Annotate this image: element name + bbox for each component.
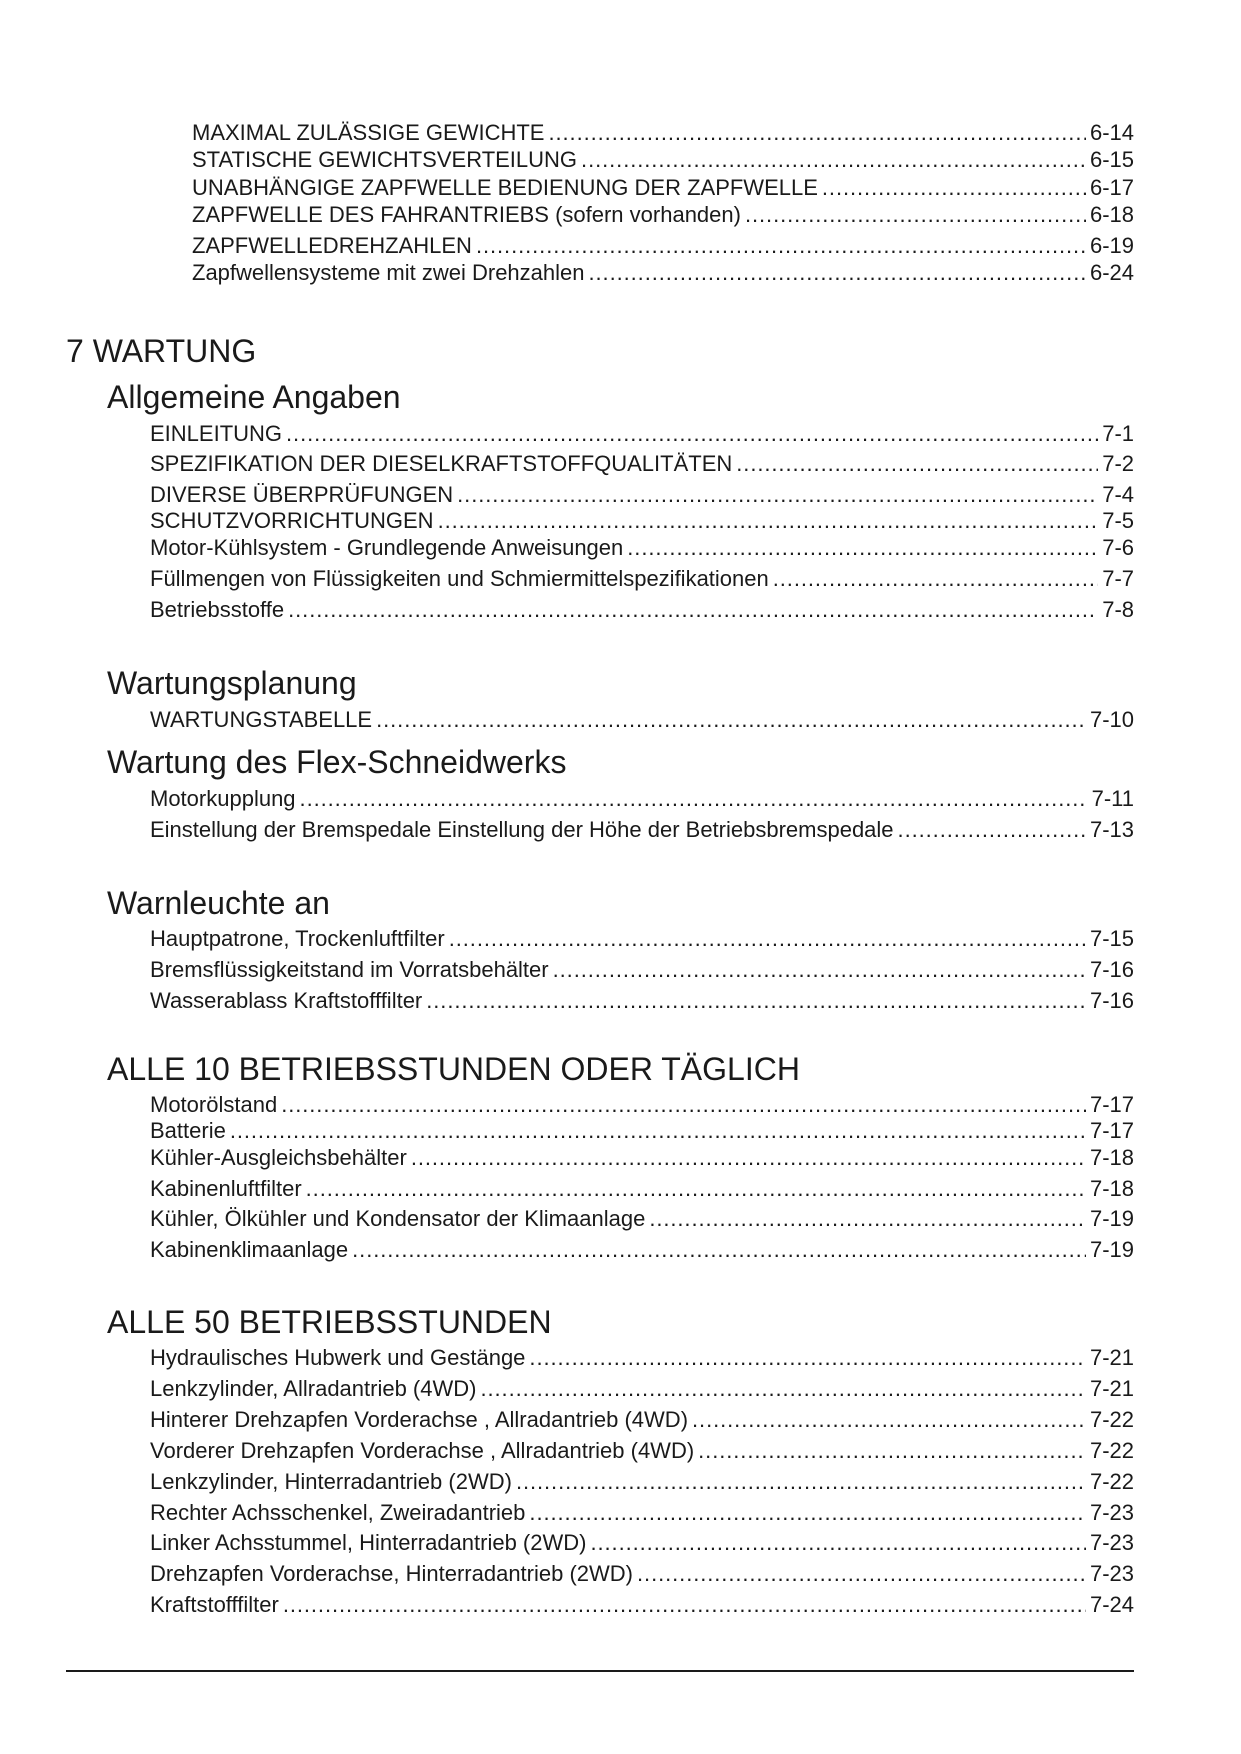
leader-dots xyxy=(281,1092,1086,1118)
leader-dots xyxy=(773,566,1098,592)
toc-entry-label: STATISCHE GEWICHTSVERTEILUNG xyxy=(192,147,578,172)
leader-dots xyxy=(516,1469,1086,1495)
toc-entry-page: 7-10 xyxy=(1089,707,1134,732)
toc-entry-label: Kabinenluftfilter xyxy=(150,1176,302,1201)
toc-entry-label: Drehzapfen Vorderachse, Hinterradantrieb (2WD) xyxy=(150,1561,634,1586)
toc-entry-label: Linker Achsstummel, Hinterradantrieb (2WD) xyxy=(150,1530,587,1555)
toc-entry-page: 7-23 xyxy=(1089,1500,1134,1525)
toc-entry-label: Batterie xyxy=(150,1118,226,1143)
leader-dots xyxy=(627,535,1098,561)
toc-entry-label: Einstellung der Bremspedale Einstellung der Höhe der Betriebsbremspedale xyxy=(150,817,894,842)
toc-entry-page: 7-8 xyxy=(1102,597,1134,622)
toc-entry[interactable] xyxy=(150,482,1134,508)
toc-entry-page: 6-14 xyxy=(1089,120,1134,145)
toc-entry[interactable] xyxy=(150,957,1134,983)
leader-dots xyxy=(529,1500,1086,1526)
toc-entry-page: 7-22 xyxy=(1089,1469,1134,1494)
toc-entry-page: 7-11 xyxy=(1091,786,1134,811)
leader-dots xyxy=(581,147,1086,173)
toc-entry-label: Hinterer Drehzapfen Vorderachse , Allradantrieb (4WD) xyxy=(150,1407,689,1432)
toc-entry[interactable] xyxy=(150,1500,1134,1526)
toc-entry-page: 7-16 xyxy=(1089,957,1134,982)
toc-entry-page: 7-17 xyxy=(1089,1118,1134,1143)
leader-dots xyxy=(306,1176,1086,1202)
toc-entry-label: Lenkzylinder, Allradantrieb (4WD) xyxy=(150,1376,477,1401)
toc-entry-label: Kühler, Ölkühler und Kondensator der Klimaanlage xyxy=(150,1206,646,1231)
leader-dots xyxy=(649,1206,1086,1232)
toc-entry[interactable] xyxy=(150,1237,1134,1263)
toc-entry-label: SCHUTZVORRICHTUNGEN xyxy=(150,508,434,533)
toc-entry-label: MAXIMAL ZULÄSSIGE GEWICHTE xyxy=(192,120,545,145)
toc-entry-page: 7-22 xyxy=(1089,1438,1134,1463)
toc-entry-label: Hydraulisches Hubwerk und Gestänge xyxy=(150,1345,526,1370)
toc-entry[interactable] xyxy=(150,508,1134,534)
toc-entry-page: 7-21 xyxy=(1089,1376,1134,1401)
toc-entry-label: EINLEITUNG xyxy=(150,421,283,446)
leader-dots xyxy=(637,1561,1086,1587)
toc-entry[interactable] xyxy=(192,202,1134,228)
section-title: ALLE 50 BETRIEBSSTUNDEN xyxy=(107,1304,552,1340)
footer-rule xyxy=(66,1670,1134,1672)
leader-dots xyxy=(736,451,1098,477)
toc-entry-label: Motorkupplung xyxy=(150,786,296,811)
leader-dots xyxy=(529,1345,1086,1371)
toc-entry-page: 7-19 xyxy=(1089,1237,1134,1262)
toc-entry[interactable] xyxy=(150,1561,1134,1587)
toc-entry-page: 7-6 xyxy=(1102,535,1134,560)
leader-dots xyxy=(480,1376,1085,1402)
toc-entry[interactable] xyxy=(192,233,1134,259)
toc-entry-page: 7-22 xyxy=(1089,1407,1134,1432)
toc-entry[interactable] xyxy=(150,1092,1134,1118)
toc-entry[interactable] xyxy=(150,1407,1134,1433)
toc-entry[interactable] xyxy=(150,1530,1134,1556)
toc-entry-label: SPEZIFIKATION DER DIESELKRAFTSTOFFQUALITÄTEN xyxy=(150,451,733,476)
toc-entry[interactable] xyxy=(150,817,1134,843)
leader-dots xyxy=(745,202,1086,228)
toc-entry[interactable] xyxy=(150,1438,1134,1464)
toc-entry-label: Wasserablass Kraftstofffilter xyxy=(150,988,423,1013)
toc-entry-label: Betriebsstoffe xyxy=(150,597,285,622)
toc-entry[interactable] xyxy=(192,260,1134,286)
leader-dots xyxy=(300,786,1088,812)
toc-entry[interactable] xyxy=(150,1345,1134,1371)
toc-entry[interactable] xyxy=(150,707,1134,733)
toc-entry-page: 7-16 xyxy=(1089,988,1134,1013)
toc-entry-page: 6-18 xyxy=(1089,202,1134,227)
leader-dots xyxy=(476,233,1086,259)
toc-entry-page: 7-18 xyxy=(1089,1176,1134,1201)
leader-dots xyxy=(457,482,1098,508)
toc-entry-page: 7-4 xyxy=(1102,482,1134,507)
leader-dots xyxy=(590,1530,1085,1556)
toc-entry[interactable] xyxy=(150,1592,1134,1618)
toc-entry[interactable] xyxy=(150,597,1134,623)
toc-entry-label: Vorderer Drehzapfen Vorderachse , Allradantrieb (4WD) xyxy=(150,1438,695,1463)
toc-entry-page: 7-17 xyxy=(1089,1092,1134,1117)
toc-entry-label: Füllmengen von Flüssigkeiten und Schmiermittelspezifikationen xyxy=(150,566,769,591)
toc-entry-label: Bremsflüssigkeitstand im Vorratsbehälter xyxy=(150,957,549,982)
toc-entry[interactable] xyxy=(150,988,1134,1014)
toc-entry-label: Hauptpatrone, Trockenluftfilter xyxy=(150,926,445,951)
toc-entry-page: 7-23 xyxy=(1089,1561,1134,1586)
toc-entry[interactable] xyxy=(150,1145,1134,1171)
leader-dots xyxy=(449,926,1086,952)
toc-entry-label: Kühler-Ausgleichsbehälter xyxy=(150,1145,407,1170)
leader-dots xyxy=(898,817,1086,843)
toc-entry-label: Rechter Achsschenkel, Zweiradantrieb xyxy=(150,1500,526,1525)
section-title: ALLE 10 BETRIEBSSTUNDEN ODER TÄGLICH xyxy=(107,1051,800,1087)
section-title: Wartung des Flex-Schneidwerks xyxy=(107,744,567,780)
leader-dots xyxy=(411,1145,1086,1171)
toc-entry[interactable] xyxy=(150,926,1134,952)
leader-dots xyxy=(692,1407,1086,1433)
leader-dots xyxy=(438,508,1099,534)
toc-entry-page: 7-18 xyxy=(1089,1145,1134,1170)
toc-entry[interactable] xyxy=(150,535,1134,561)
toc-entry-page: 6-19 xyxy=(1089,233,1134,258)
toc-entry-label: Lenkzylinder, Hinterradantrieb (2WD) xyxy=(150,1469,512,1494)
leader-dots xyxy=(286,421,1098,447)
toc-entry-label: ZAPFWELLE DES FAHRANTRIEBS (sofern vorhanden) xyxy=(192,202,741,227)
toc-entry-page: 7-13 xyxy=(1089,817,1134,842)
toc-entry[interactable] xyxy=(150,451,1134,477)
toc-entry-page: 7-24 xyxy=(1089,1592,1134,1617)
toc-entry[interactable] xyxy=(150,421,1134,447)
toc-entry-label: ZAPFWELLEDREHZAHLEN xyxy=(192,233,472,258)
toc-entry[interactable] xyxy=(150,1118,1134,1144)
toc-entry-page: 6-15 xyxy=(1089,147,1134,172)
toc-entry[interactable] xyxy=(192,147,1134,173)
toc-entry[interactable] xyxy=(150,1176,1134,1202)
leader-dots xyxy=(376,707,1086,733)
toc-entry-page: 7-7 xyxy=(1102,566,1134,591)
toc-entry-label: Zapfwellensysteme mit zwei Drehzahlen xyxy=(192,260,585,285)
section-title: Warnleuchte an xyxy=(107,885,330,921)
toc-entry[interactable] xyxy=(150,1376,1134,1402)
leader-dots xyxy=(589,260,1086,286)
section-title: Allgemeine Angaben xyxy=(107,379,401,415)
toc-entry-label: Kraftstofffilter xyxy=(150,1592,279,1617)
toc-entry[interactable] xyxy=(192,120,1134,146)
leader-dots xyxy=(426,988,1086,1014)
section-title: Wartungsplanung xyxy=(107,665,357,701)
toc-entry-page: 6-24 xyxy=(1089,260,1134,285)
toc-entry-page: 7-19 xyxy=(1089,1206,1134,1231)
toc-entry-label: DIVERSE ÜBERPRÜFUNGEN xyxy=(150,482,454,507)
leader-dots xyxy=(548,120,1085,146)
leader-dots xyxy=(288,597,1098,623)
leader-dots xyxy=(553,957,1086,983)
toc-entry-page: 7-21 xyxy=(1089,1345,1134,1370)
toc-entry[interactable] xyxy=(150,1469,1134,1495)
toc-entry-label: Motorölstand xyxy=(150,1092,278,1117)
toc-entry-page: 7-1 xyxy=(1102,421,1134,446)
toc-entry[interactable] xyxy=(150,566,1134,592)
toc-entry[interactable] xyxy=(150,1206,1134,1232)
leader-dots xyxy=(283,1592,1086,1618)
toc-entry-page: 6-17 xyxy=(1089,175,1134,200)
leader-dots xyxy=(822,175,1086,201)
toc-entry-page: 7-5 xyxy=(1102,508,1134,533)
toc-entry[interactable] xyxy=(192,175,1134,201)
toc-entry-label: UNABHÄNGIGE ZAPFWELLE BEDIENUNG DER ZAPFWELLE xyxy=(192,175,818,200)
leader-dots xyxy=(698,1438,1086,1464)
toc-entry-page: 7-2 xyxy=(1102,451,1134,476)
leader-dots xyxy=(230,1118,1086,1144)
toc-entry-page: 7-23 xyxy=(1089,1530,1134,1555)
chapter-title: 7 WARTUNG xyxy=(66,333,257,369)
toc-entry-label: Kabinenklimaanlage xyxy=(150,1237,349,1262)
toc-entry-label: Motor-Kühlsystem - Grundlegende Anweisungen xyxy=(150,535,624,560)
toc-entry-label: WARTUNGSTABELLE xyxy=(150,707,373,732)
toc-entry-page: 7-15 xyxy=(1089,926,1134,951)
toc-entry[interactable] xyxy=(150,786,1134,812)
leader-dots xyxy=(352,1237,1086,1263)
